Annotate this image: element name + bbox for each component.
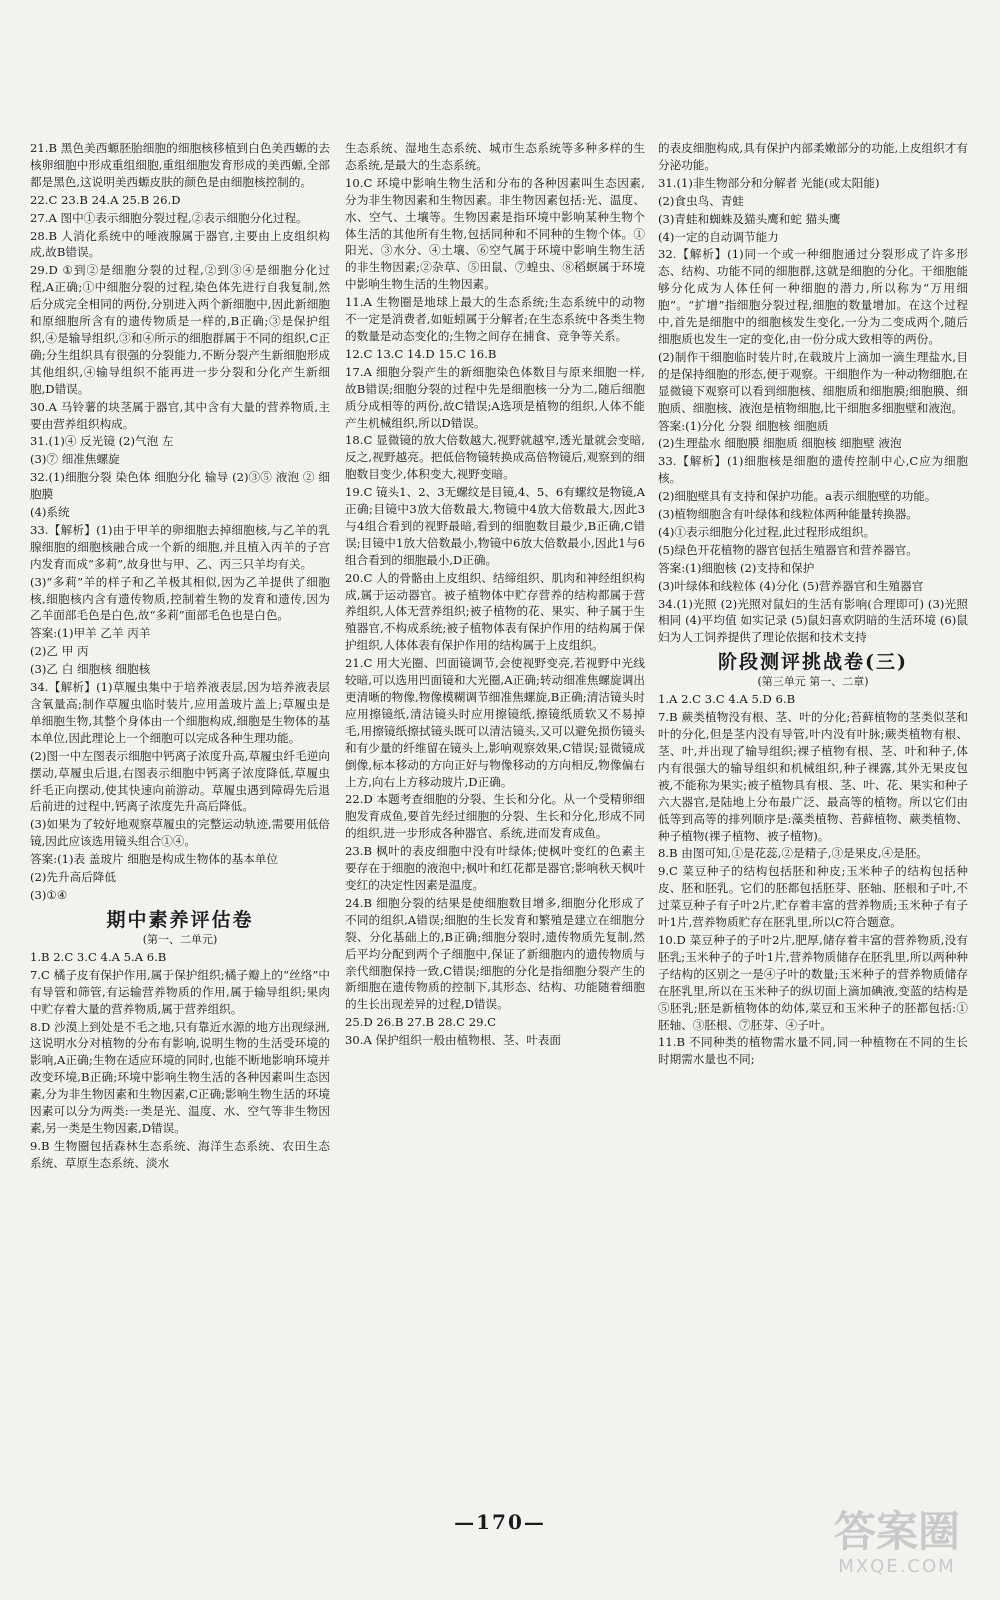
section-subtitle-midterm: (第一、二单元) bbox=[142, 932, 218, 946]
answer-item-18: 答案:(1)表 盖玻片 细胞是构成生物体的基本单位 bbox=[30, 852, 278, 867]
watermark-url: MXQE.COM bbox=[838, 1556, 956, 1577]
stage3-answer-item-3: 9.C 菜豆种子的结构包括胚和种皮;玉米种子的结构包括种皮、胚和胚乳。它们的胚都包括胚芽、胚轴、胚根和子叶,不过菜豆种子有子叶2片,贮存着丰富的营养物质;玉米种子有子叶1片,营养物质贮存在胚乳里,所以C符合题意。 bbox=[658, 864, 968, 930]
answer-item-7: 20.C 人的骨骼由上皮组织、结缔组织、肌肉和神经组织构成,属于运动器官。被子植物体中贮存营养的结构都属于营养组织,人体无营养组织;被子植物的花、果实、种子属于生殖器官,不构成系统;被子植物体表有保护作用的结构属于保护组织,人体体表有保护作用的结构属于上皮组织。 bbox=[345, 570, 645, 653]
answer-item-6: 19.C 镜头1、2、3无螺纹是目镜,4、5、6有螺纹是物镜,A正确;目镜中3放大倍数最大,物镜中4放大倍数最大,因此3与4组合看到的视野最暗,看到的细胞数目最少,B正确,C错误;目镜中1放大倍数最小,物镜中6放大倍数最小,因此1与6组合看到的细胞最小,D正确。 bbox=[345, 485, 645, 567]
answer-item-19: (2)先升高后降低 bbox=[30, 870, 116, 885]
answer-item-12: 答案:(1)甲羊 乙羊 丙羊 bbox=[30, 626, 151, 641]
answer-item-0: 的表皮细胞构成,具有保护内部柔嫩部分的功能,上皮组织才有分泌功能。 bbox=[658, 141, 968, 172]
answer-item-15: (3)叶绿体和线粒体 (4)分化 (5)营养器官和生殖器官 bbox=[658, 578, 924, 593]
answer-item-5: 18.C 显微镜的放大倍数越大,视野就越窄,透光量就会变暗,反之,视野越亮。把低倍物镜转换成高倍物镜后,观察到的细胞数目变少,体积变大,视野变暗。 bbox=[345, 433, 645, 482]
answer-item-0: 21.B 黑色美西螈胚胎细胞的细胞核移植到白色美西螈的去核卵细胞中形成重组细胞,重组细胞发育形成的美西螈,全部都是黑色,这说明美西螈皮肤的颜色是由细胞核控制的。 bbox=[30, 141, 330, 189]
page-number: —170— bbox=[454, 1510, 546, 1534]
answer-item-10: 33.【解析】(1)由于甲羊的卵细胞去掉细胞核,与乙羊的乳腺细胞的细胞核融合成一个新的细胞,并且植入丙羊的子宫内发育而成“多莉”,故身世与甲、乙、丙三只羊均有关。 bbox=[30, 522, 330, 571]
answer-item-8: 21.C 用大光圈、凹面镜调节,会使视野变亮,若视野中光线较暗,可以选用凹面镜和大光圈,A正确;转动细准焦螺旋调出更清晰的物像,物像模糊调节细准焦螺旋,B正确;清洁镜头时应用擦镜纸,清洁镜头时应用擦镜纸,擦镜纸质软又不易掉毛,用擦镜纸擦拭镜头既可以清洁镜头,又可以避免损伤镜头和有少量的纤维留在镜头上,影响观察效果,C错误;显微镜成倒像,标本移动的方向正好与物像移动的方向相反,物像偏右上方,向右上方移动玻片,D正确。 bbox=[345, 656, 645, 789]
answer-item-9: 22.D 本题考查细胞的分裂、生长和分化。从一个受精卵细胞发育成鱼,要首先经过细胞的分裂、生长和分化,形成不同的组织,进一步形成各种器官、系统,进而发育成鱼。 bbox=[345, 792, 645, 841]
answer-item-3: 28.B 人消化系统中的唾液腺属于器官,主要由上皮组织构成,故B错误。 bbox=[30, 228, 330, 260]
section-title-stage3: 阶段测评挑战卷(三) bbox=[718, 651, 908, 674]
section-subtitle-stage3: (第三单元 第一、二章) bbox=[757, 675, 869, 689]
midterm-answer-item-2: 8.D 沙漠上到处是不毛之地,只有靠近水源的地方出现绿洲,这说明水分对植物的分布有影响,说明生物的生活受环境的影响,A正确;生物在适应环境的同时,也能不断地影响环境并改变环境,B正确;环境中影响生物生活的各种因素叫生态因素,分为非生物因素和生物因素,C正确;影响生物生活的环境因素可以分为两类:一类是光、温度、水、空气等非生物因素,另一类是生物因素,D错误。 bbox=[30, 1019, 330, 1135]
answer-item-1: 10.C 环境中影响生物生活和分布的各种因素叫生态因素,分为非生物因素和生物因素。非生物因素包括:光、温度、水、空气、土壤等。生物因素是指环境中影响某种生物个体生活的其他所有生物,包括同种和不同种的生物个体。①阳光、③水分、④土壤、⑥空气属于环境中影响生物生活的非生物因素;②杂草、⑤田鼠、⑦蝗虫、⑧稻螟属于环境中影响生物生活的生物因素。 bbox=[345, 175, 645, 292]
answer-item-14: 答案:(1)细胞核 (2)支持和保护 bbox=[658, 560, 815, 575]
answer-item-10: 23.B 枫叶的表皮细胞中没有叶绿体;使枫叶变红的色素主要存在于细胞的液泡中;枫叶和红花都是器官;影响秋天枫叶变红的决定性因素是温度。 bbox=[345, 844, 645, 892]
answer-item-17: (3)如果为了较好地观察草履虫的完整运动轨迹,需要用低倍镜,因此应该选用镜头组合①④。 bbox=[30, 817, 330, 849]
answer-item-9: 33.【解析】(1)细胞核是细胞的遗传控制中心,C应为细胞核。 bbox=[658, 454, 968, 486]
answer-item-8: 32.(1)细胞分裂 染色体 细胞分化 输导 (2)③⑤ 液泡 ② 细胞膜 bbox=[30, 470, 330, 502]
answer-item-12: (4)①表示细胞分化过程,此过程形成组织。 bbox=[658, 524, 876, 539]
answer-item-13: (2)乙 甲 丙 bbox=[30, 644, 89, 659]
midterm-answer-item-0: 1.B 2.C 3.C 4.A 5.A 6.B bbox=[30, 949, 167, 964]
answer-item-1: 22.C 23.B 24.A 25.B 26.D bbox=[30, 192, 181, 207]
answer-item-3: (3)青蛙和蜘蛛及猫头鹰和蛇 猫头鹰 bbox=[658, 211, 841, 226]
answer-item-15: 34.【解析】(1)草履虫集中于培养液表层,因为培养液表层含氧量高;制作草履虫临时装片,应用盖玻片盖上;草履虫是单细胞生物,其整个身体由一个细胞构成,细胞是生物体的基本单位,因此理论上一个细胞可以完成各种生理功能。 bbox=[30, 680, 330, 745]
midterm-answer-item-1: 7.C 橘子皮有保护作用,属于保护组织;橘子瓣上的“丝络”中有导管和筛管,有运输营养物质的作用,属于输导组织;果肉中贮存着大量的营养物质,属于营养组织。 bbox=[30, 967, 330, 1016]
column-middle bbox=[345, 140, 645, 1050]
answer-item-4: (4)一定的自动调节能力 bbox=[658, 229, 779, 244]
answer-item-10: (2)细胞壁具有支持和保护功能。a表示细胞壁的功能。 bbox=[658, 489, 937, 504]
answer-item-0: 生态系统、湿地生态系统、城市生态系统等多种多样的生态系统,是最大的生态系统。 bbox=[345, 141, 645, 172]
answer-item-5: 32.【解析】(1)同一个或一种细胞通过分裂形成了许多形态、结构、功能不同的细胞群,这就是细胞的分化。干细胞能够分化成为人体任何一种细胞的潜力,所以称为“万用细胞”。“扩增”指细胞分裂过程,细胞的数量增加。在这个过程中,首先是细胞中的细胞核发生变化,一分为二变成两个,随后细胞质也发生一定的变化,由一份分成大致相等的两份。 bbox=[658, 247, 968, 346]
answer-item-2: 27.A 图中①表示细胞分裂过程,②表示细胞分化过程。 bbox=[30, 210, 308, 225]
answer-item-13: (5)绿色开花植物的器官包括生殖器官和营养器官。 bbox=[658, 542, 918, 557]
stage3-answer-item-1: 7.B 蕨类植物没有根、茎、叶的分化;苔藓植物的茎类似茎和叶的分化,但是茎内没有导管,叶内没有叶脉;蕨类植物有根、茎、叶,并出现了输导组织;裸子植物有根、茎、叶和种子,体内有很强大的输导组织和机械组织,种子裸露,其外无果皮包被,不能称为果实;被子植物具有根、茎、叶、花、果实和种子六大器官,是陆地上分布最广泛、最高等的植物。所以它们由低等到高等的排列顺序是:藻类植物、苔藓植物、蕨类植物、种子植物(裸子植物、被子植物)。 bbox=[658, 710, 968, 843]
stage3-answer-item-4: 10.D 菜豆种子的子叶2片,肥厚,储存着丰富的营养物质,没有胚乳;玉米种子的子叶1片,营养物质储存在胚乳里,所以两种种子结构的区别之一是④子叶的数量;玉米种子的营养物质储存在胚乳里,所以在玉米种子的纵切面上滴加碘液,变蓝的结构是⑤胚乳;胚是新植物体的幼体,菜豆和玉米种子的胚都包括:①胚轴、③胚根、⑦胚芽、④子叶。 bbox=[658, 932, 968, 1032]
answer-item-12: 25.D 26.B 27.B 28.C 29.C bbox=[345, 1015, 497, 1030]
midterm-answer-item-3: 9.B 生物圈包括森林生态系统、海洋生态系统、农田生态系统、草原生态系统、淡水 bbox=[30, 1138, 330, 1170]
answer-item-7: (3)⑦ 细准焦螺旋 bbox=[30, 452, 120, 467]
answer-item-11: 24.B 细胞分裂的结果是使细胞数目增多,细胞分化形成了不同的组织,A错误;细胞的生长发育和繁殖是建立在细胞分裂、分化基础上的,B正确;细胞分裂时,遗传物质先复制,然后平均分配到两个子细胞中,保证了新细胞内的遗传物质与亲代细胞保持一致,C错误;细胞的分化是指细胞分裂产生的新细胞在遗传物质的控制下,其形态、结构、功能随着细胞的生长出现差异的过程,D错误。 bbox=[345, 895, 645, 1012]
watermark-logo bbox=[812, 1508, 982, 1588]
answer-item-2: 11.A 生物圈是地球上最大的生态系统;生态系统中的动物不一定是消费者,如蚯蚓属于分解者;在生态系统中各类生物的数量是动态变化的;生物之间存在捕食、竞争等关系。 bbox=[345, 295, 645, 343]
answer-item-4: 17.A 细胞分裂产生的新细胞染色体数目与原来细胞一样,故B错误;细胞分裂的过程中先是细胞核一分为二,随后细胞质分成相等的两份,故C错误;A选项是植物的组织,人体不能产生机械组织,所以D错误。 bbox=[345, 364, 645, 430]
answer-item-9: (4)系统 bbox=[30, 505, 70, 520]
answer-item-16: 34.(1)光照 (2)光照对鼠妇的生活有影响(合理即可) (3)光照 相同 (4)平均值 如实记录 (5)鼠妇喜欢阴暗的生活环境 (6)鼠妇为人工饲养提供了理论依据和技术支持 bbox=[658, 596, 972, 645]
watermark-text: 答案圈 bbox=[833, 1507, 960, 1556]
answer-item-6: (2)制作干细胞临时装片时,在载玻片上滴加一滴生理盐水,目的是保持细胞的形态,便于观察。干细胞作为一种动物细胞,在显微镜下观察可以看到细胞核、细胞质和细胞膜;细胞膜、细胞质、细胞核、液泡是植物细胞,比干细胞多细胞壁和液泡。 bbox=[658, 349, 968, 415]
answer-item-5: 30.A 马铃薯的块茎属于器官,其中含有大量的营养物质,主要由营养组织构成。 bbox=[30, 399, 330, 431]
answer-item-6: 31.(1)④ 反光镜 (2)气泡 左 bbox=[30, 434, 174, 449]
stage3-answer-item-5: 11.B 不同种类的植物需水量不同,同一种植物在不同的生长时期需水量也不同; bbox=[658, 1035, 968, 1067]
answer-item-2: (2)食虫鸟、青蛙 bbox=[658, 193, 744, 208]
stage3-answer-item-2: 8.B 由图可知,①是花蕊,②是精子,③是果皮,④是胚。 bbox=[658, 846, 928, 861]
answer-item-11: (3)植物细胞含有叶绿体和线粒体两种能量转换器。 bbox=[658, 507, 918, 522]
answer-item-8: (2)生理盐水 细胞膜 细胞质 细胞核 细胞壁 液泡 bbox=[658, 436, 902, 451]
answer-item-14: (3)乙 白 细胞核 细胞核 bbox=[30, 662, 151, 677]
answer-item-7: 答案:(1)分化 分裂 细胞核 细胞质 bbox=[658, 418, 829, 433]
answer-item-1: 31.(1)非生物部分和分解者 光能(或太阳能) bbox=[658, 175, 880, 190]
answer-item-4: 29.D ①到②是细胞分裂的过程,②到③④是细胞分化过程,A正确;①中细胞分裂的过程,染色体先进行自我复制,然后分成完全相同的两份,分别进入两个新细胞中,因此新细胞和原细胞所含有的遗传物质是一样的,B正确;③是保护组织,④是输导组织,③和④所示的细胞群属于不同的组织,C正确;分生组织具有很强的分裂能力,不断分裂产生新细胞形成其他组织,④输导组织不能再进一步分裂和分化产生新细胞,D错误。 bbox=[30, 263, 330, 396]
answer-item-3: 12.C 13.C 14.D 15.C 16.B bbox=[345, 346, 497, 361]
stage3-answer-item-0: 1.A 2.C 3.C 4.A 5.D 6.B bbox=[658, 692, 796, 707]
answer-item-20: (3)①④ bbox=[30, 887, 68, 902]
answer-item-11: (3)“多莉”羊的样子和乙羊极其相似,因为乙羊提供了细胞核,细胞核内含有遗传物质,控制着生物的发育和遗传,因为乙羊面部毛色是白色,故“多莉”面部毛色也是白色。 bbox=[30, 574, 330, 623]
section-title-midterm: 期中素养评估卷 bbox=[106, 908, 254, 931]
answer-item-16: (2)图一中左图表示细胞中钙离子浓度升高,草履虫纤毛逆向摆动,草履虫后退,右图表示细胞中钙离子浓度降低,草履虫纤毛正向摆动,使其快速向前游动。草履虫遇到障碍先后退后前进的过程中,钙离子浓度先升高后降低。 bbox=[30, 748, 330, 814]
column-right bbox=[658, 140, 972, 1069]
answer-item-13: 30.A 保护组织一般由植物根、茎、叶表面 bbox=[345, 1033, 561, 1048]
column-left bbox=[30, 140, 330, 1173]
